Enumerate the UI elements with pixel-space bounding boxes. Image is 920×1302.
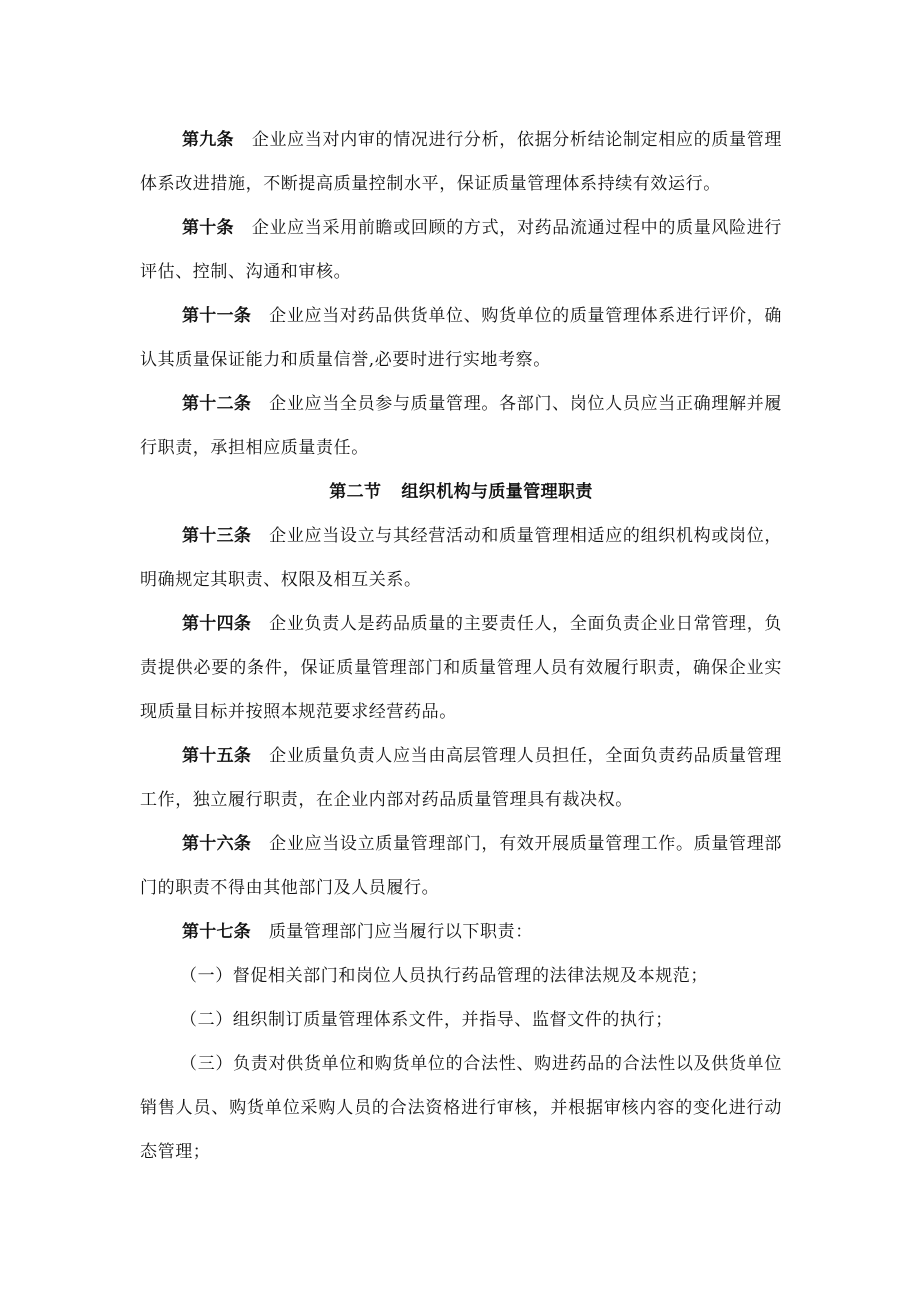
article-number: 第十五条: [182, 746, 252, 766]
article-17: [140, 910, 782, 954]
article-number: 第十二条: [182, 394, 252, 414]
article-16: [140, 822, 782, 910]
article-10: [140, 206, 782, 294]
article-text: 企业负责人是药品质量的主要责任人，全面负责企业日常管理，负责提供必要的条件，保证质量管理部门和质量管理人员有效履行职责，确保企业实现质量目标并按照本规范要求经营药品。: [140, 614, 782, 722]
article-14: [140, 602, 782, 734]
article-15: [140, 734, 782, 822]
section-heading: [140, 470, 782, 514]
duty-item-3: （三）负责对供货单位和购货单位的合法性、购进药品的合法性以及供货单位销售人员、购货单位采购人员的合法资格进行审核，并根据审核内容的变化进行动态管理；: [140, 1054, 782, 1162]
article-text: 企业应当设立与其经营活动和质量管理相适应的组织机构或岗位，明确规定其职责、权限及相互关系。: [140, 526, 782, 590]
section-title: 组织机构与质量管理职责: [401, 482, 593, 502]
article-number: 第十三条: [182, 526, 252, 546]
article-number: 第十条: [182, 218, 234, 238]
document-body: [140, 118, 782, 1174]
article-text: 质量管理部门应当履行以下职责：: [268, 922, 533, 942]
article-text: 企业应当采用前瞻或回顾的方式，对药品流通过程中的质量风险进行评估、控制、沟通和审核。: [140, 218, 782, 282]
article-9: [140, 118, 782, 206]
section-number: 第二节: [329, 482, 382, 502]
article-text: 企业质量负责人应当由高层管理人员担任，全面负责药品质量管理工作，独立履行职责，在企业内部对药品质量管理具有裁决权。: [140, 746, 782, 810]
article-11: [140, 294, 782, 382]
duty-item-2: （二）组织制订质量管理体系文件，并指导、监督文件的执行；: [180, 1010, 673, 1030]
article-number: 第十六条: [182, 834, 252, 854]
article-number: 第十一条: [182, 306, 252, 326]
article-number: 第九条: [182, 130, 234, 150]
article-number: 第十四条: [182, 614, 252, 634]
article-text: 企业应当对药品供货单位、购货单位的质量管理体系进行评价，确认其质量保证能力和质量信誉,必要时进行实地考察。: [140, 306, 782, 370]
article-13: [140, 514, 782, 602]
article-number: 第十七条: [182, 922, 251, 942]
article-12: [140, 382, 782, 470]
article-text: 企业应当设立质量管理部门，有效开展质量管理工作。质量管理部门的职责不得由其他部门及人员履行。: [140, 834, 782, 898]
duty-item-1: （一）督促相关部门和岗位人员执行药品管理的法律法规及本规范；: [180, 966, 708, 986]
article-text: 企业应当对内审的情况进行分析，依据分析结论制定相应的质量管理体系改进措施，不断提高质量控制水平，保证质量管理体系持续有效运行。: [140, 130, 782, 194]
article-text: 企业应当全员参与质量管理。各部门、岗位人员应当正确理解并履行职责，承担相应质量责任。: [140, 394, 782, 458]
